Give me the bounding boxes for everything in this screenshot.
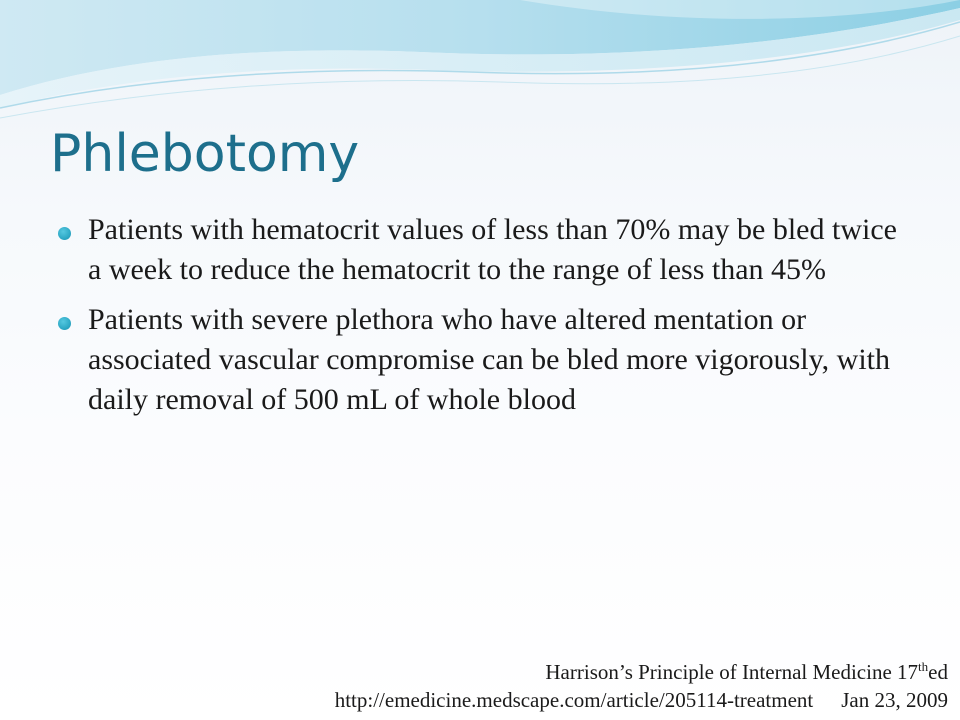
slide-title: Phlebotomy — [50, 124, 360, 184]
bullet-item — [58, 300, 898, 420]
citation-block — [335, 658, 948, 714]
bullet-item — [58, 210, 898, 290]
citation-url-line — [335, 686, 948, 714]
citation-edition-superscript: th — [918, 659, 929, 674]
citation-edition-suffix: ed — [928, 660, 948, 684]
citation-book-line — [335, 658, 948, 686]
citation-book-title: Harrison’s Principle of Internal Medicine 17 — [545, 660, 919, 684]
bullet-list — [58, 210, 898, 430]
citation-url: http://emedicine.medscape.com/article/205114-treatment — [334, 688, 814, 712]
bullet-dot-icon — [58, 317, 71, 330]
bullet-dot-icon — [58, 227, 71, 240]
citation-date: Jan 23, 2009 — [841, 688, 948, 712]
bullet-text: Patients with hematocrit values of less than 70% may be bled twice a week to reduce the hematocrit to the range of less than 45% — [88, 213, 897, 286]
bullet-text: Patients with severe plethora who have altered mentation or associated vascular compromise can be bled more vigorously, with daily removal of 500 mL of whole blood — [88, 303, 890, 416]
header-wave-decoration — [0, 0, 960, 130]
